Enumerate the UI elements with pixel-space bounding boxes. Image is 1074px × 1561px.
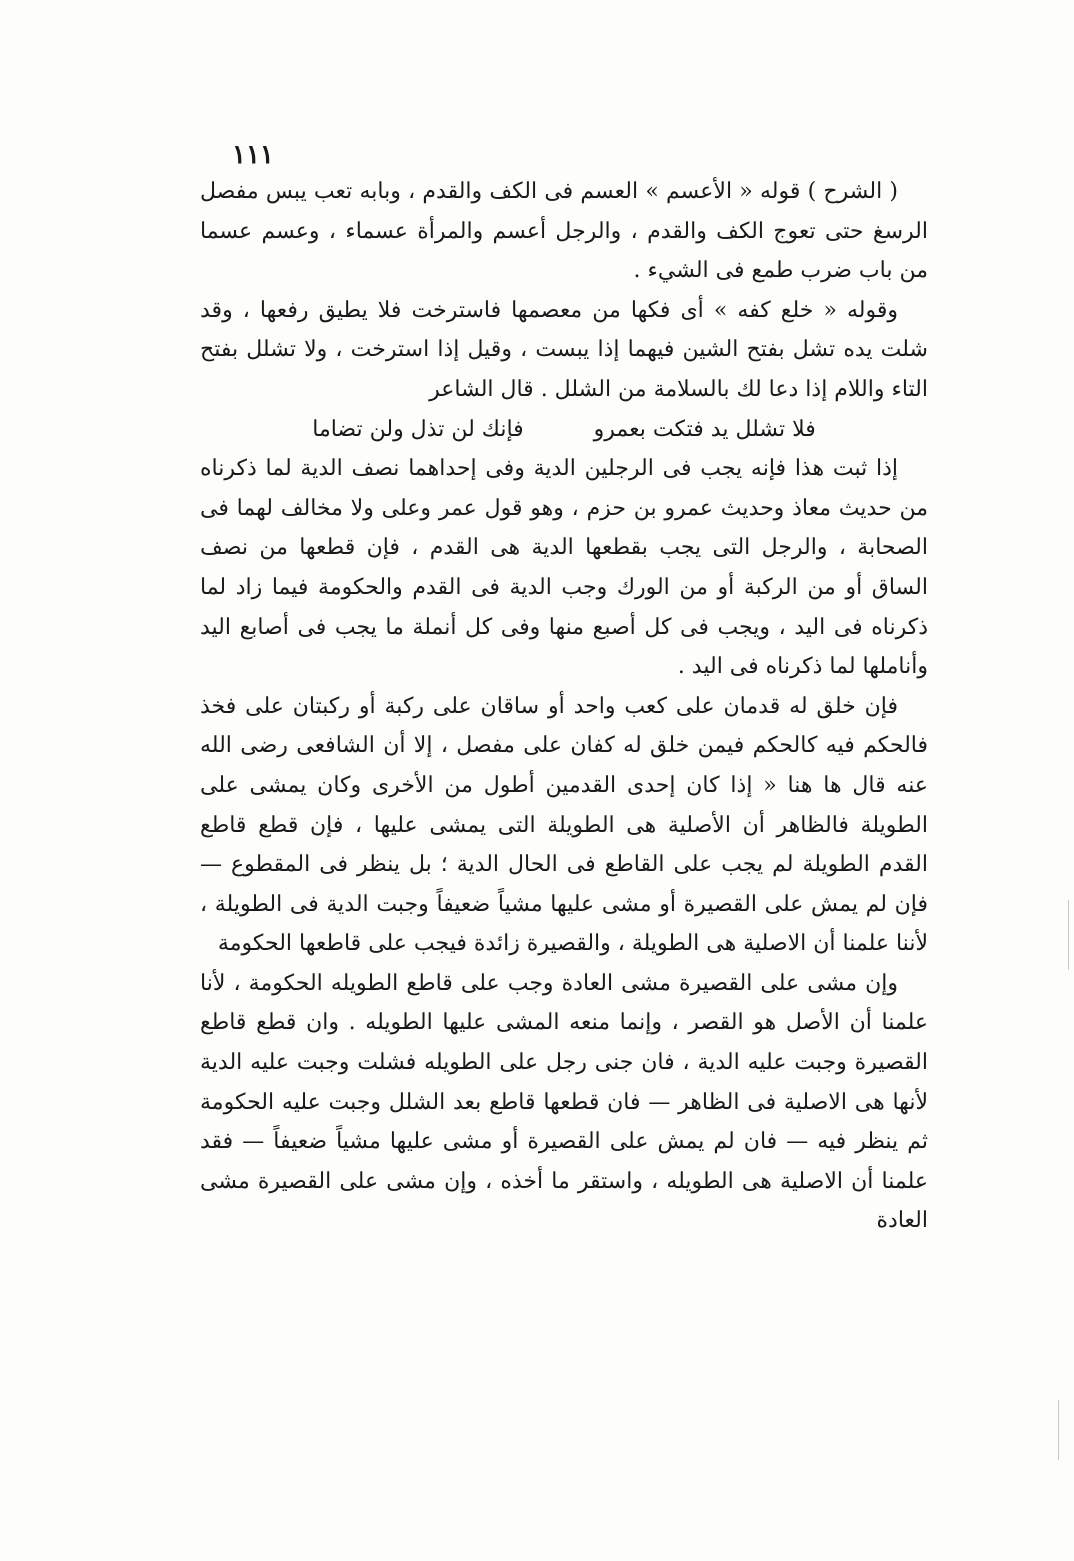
scan-edge-mark <box>1058 1400 1059 1460</box>
commentary-paragraph-2: وقوله « خلع كفه » أى فكها من معصمها فاسترخت فلا يطيق رفعها ، وقد شلت يده تشل بفتح الشين فيهما إذا يبست ، وقيل إذا استرخت ، ولا تشلل بفتح التاء واللام إذا دعا لك بالسلامة من الشلل . قال الشاعر <box>200 297 928 402</box>
commentary-paragraph-3: إذا ثبت هذا فإنه يجب فى الرجلين الدية وفى إحداهما نصف الدية لما ذكرناه من حديث معاذ وحديث عمرو بن حزم ، وهو قول عمر وعلى ولا مخالف لهما فى الصحابة ، والرجل التى يجب بقطعها الدية هى القدم ، فإن قطعها من نصف الساق أو من الركبة أو من الورك وجب الدية فى القدم والحكومة فيما زاد لما ذكرناه فى اليد ، ويجب فى كل أصبع منها وفى كل أنملة ما يجب فى أصابع اليد وأناملها لما ذكرناه فى اليد . <box>200 456 928 680</box>
verse-second-hemistich: فإنك لن تذل ولن تضاما <box>312 416 524 442</box>
poetry-verse <box>200 410 928 450</box>
verse-first-hemistich: فلا تشلل يد فتكت بعمرو <box>593 416 816 442</box>
commentary-paragraph-1: ( الشرح ) قوله « الأعسم » العسم فى الكف والقدم ، وبابه تعب يبس مفصل الرسغ حتى تعوج الكف والقدم ، والرجل أعسم والمرأة عسماء ، وعسم عسما من باب ضرب طمع فى الشيء . <box>200 179 928 284</box>
commentary-paragraph-5: وإن مشى على القصيرة مشى العادة وجب على قاطع الطويله الحكومة ، لأنا علمنا أن الأصل هو القصر ، وإنما منعه المشى عليها الطويله . وان قطع قاطع القصيرة وجبت عليه الدية ، فان جنى رجل على الطويله فشلت وجبت عليه الدية لأنها هى الاصلية فى الظاهر — فان قطعها قاطع بعد الشلل وجبت عليه الحكومة ثم ينظر فيه — فان لم يمش على القصيرة أو مشى عليها مشياً ضعيفاً — فقد علمنا أن الاصلية هى الطويله ، واستقر ما أخذه ، وإن مشى على القصيرة مشى العادة <box>200 970 928 1234</box>
page-number: ١١١ <box>232 140 274 170</box>
commentary-paragraph-4: فإن خلق له قدمان على كعب واحد أو ساقان على ركبة أو ركبتان على فخذ فالحكم فيه كالحكم فيمن خلق له كفان على مفصل ، إلا أن الشافعى رضى الله عنه قال ها هنا « إذا كان إحدى القدمين أطول من الأخرى وكان يمشى على الطويلة فالظاهر أن الأصلية هى الطويلة التى يمشى عليها ، فإن قطع قاطع القدم الطويلة لم يجب على القاطع فى الحال الدية ؛ بل ينظر فى المقطوع — فإن لم يمش على القصيرة أو مشى عليها مشياً ضعيفاً وجبت الدية فى الطويلة ، لأننا علمنا أن الاصلية هى الطويلة ، والقصيرة زائدة فيجب على قاطعها الحكومة <box>200 693 928 957</box>
scan-edge-mark <box>1068 900 1069 970</box>
body-text <box>200 172 928 1241</box>
